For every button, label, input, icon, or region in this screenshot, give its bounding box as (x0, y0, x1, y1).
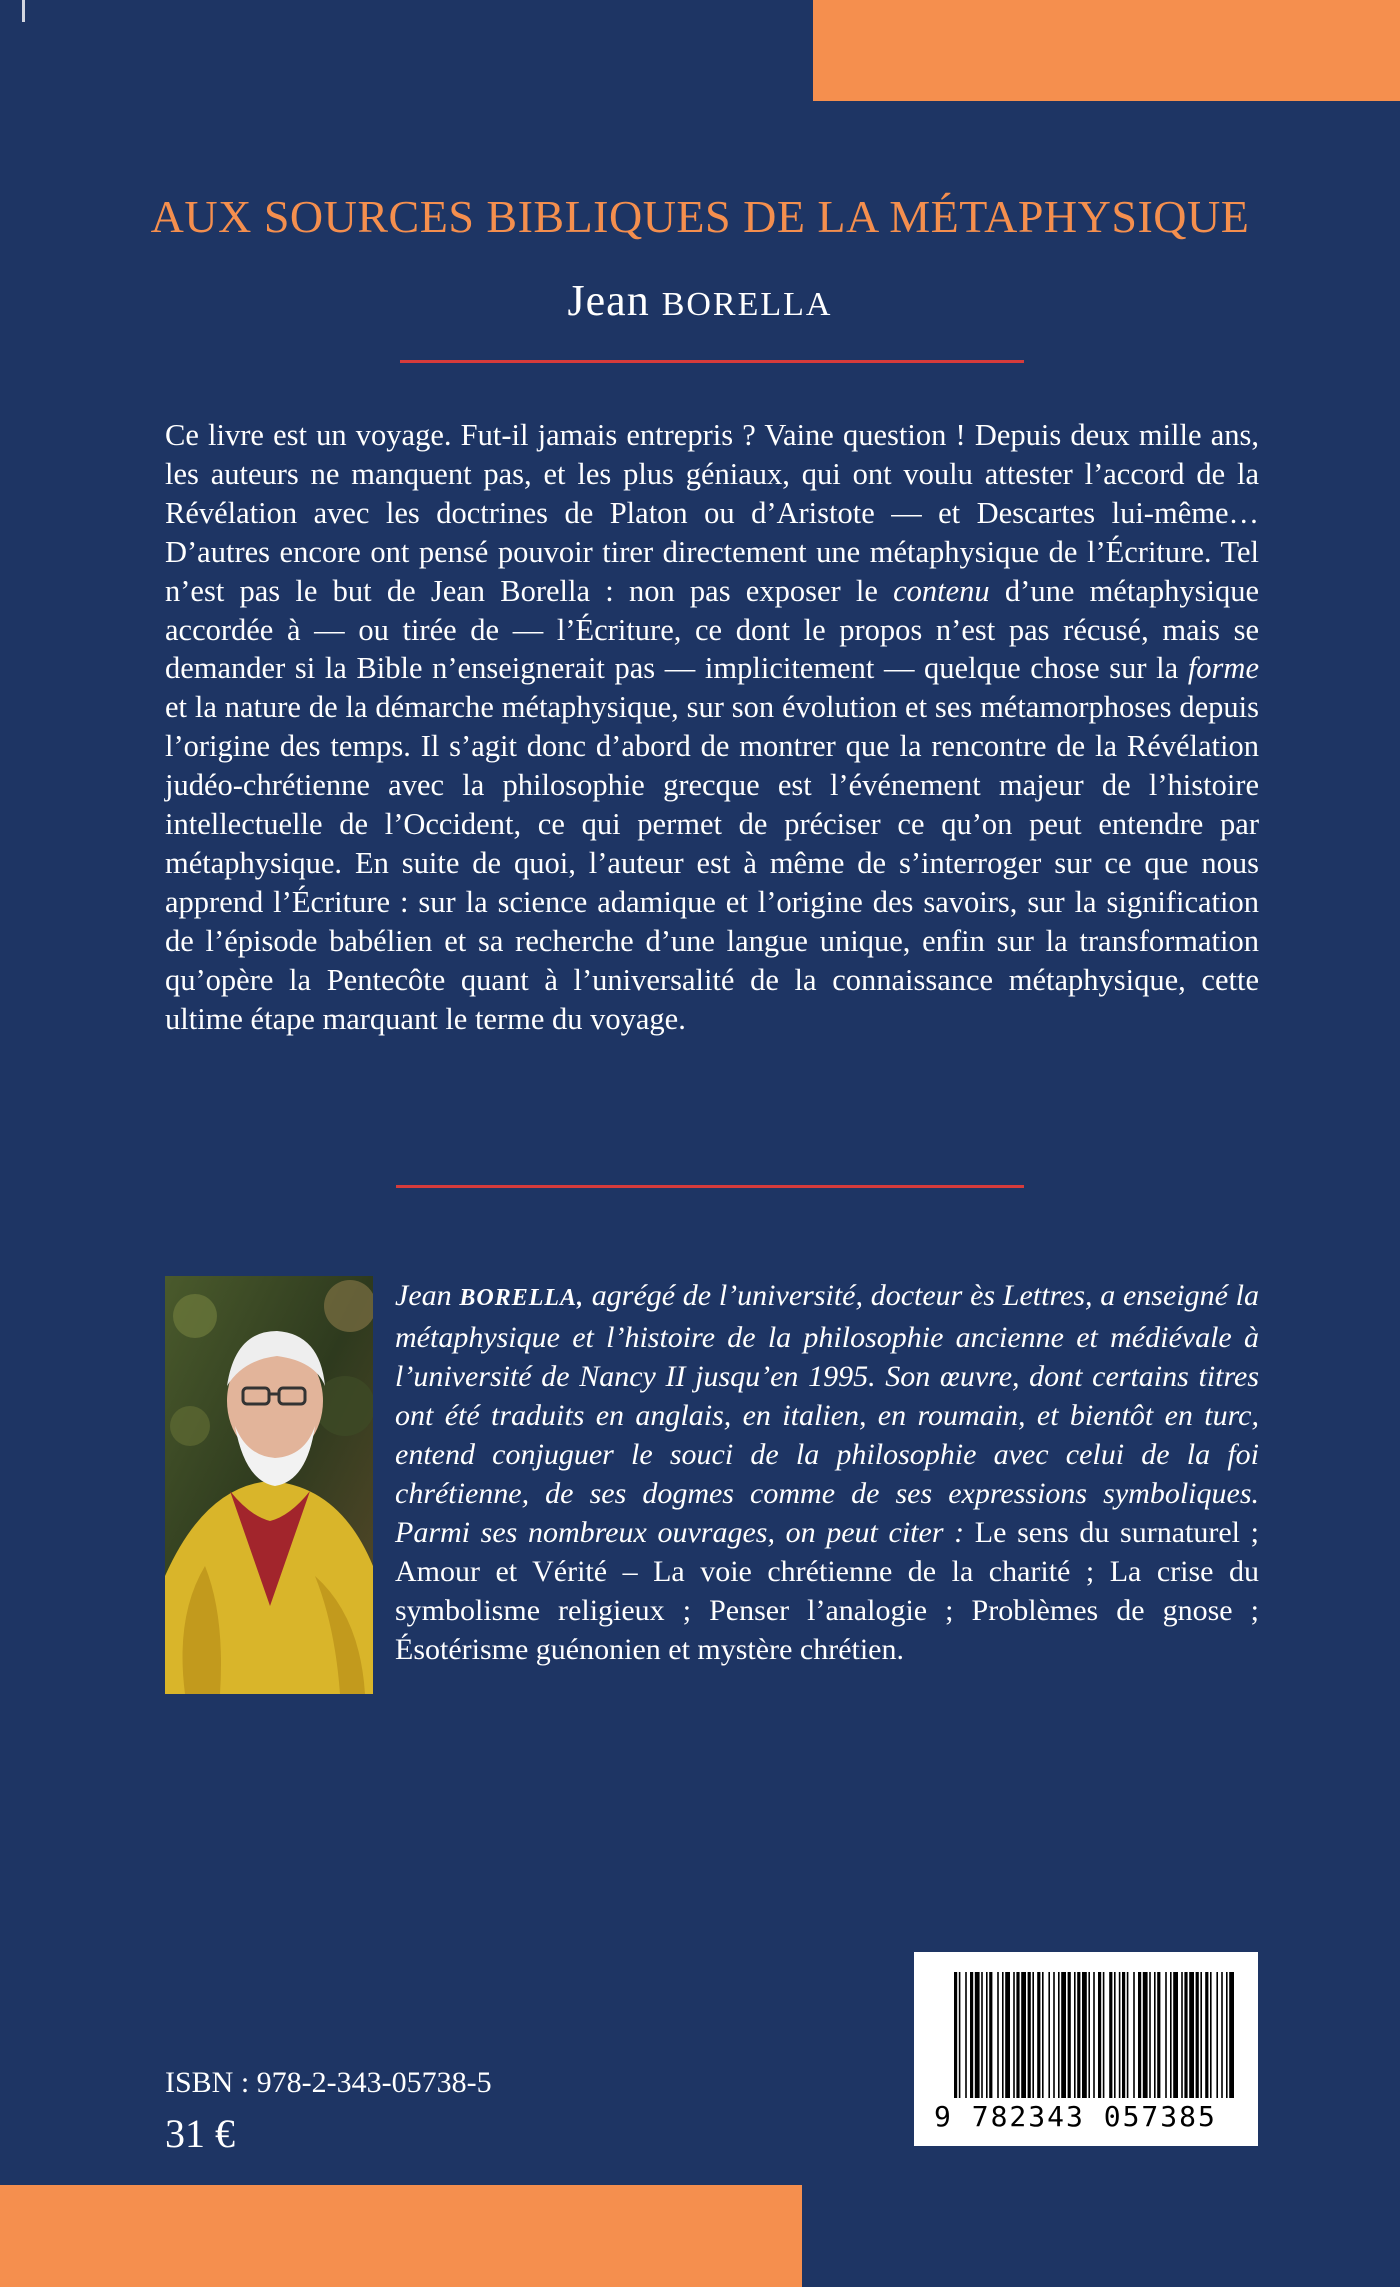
barcode-bar (981, 1972, 983, 2098)
summary-part-1: Ce livre est un voyage. Fut-il jamais entrepris ? Vaine question ! Depuis deux mille ans, les auteurs ne manquent pas, et les plus géniaux, qui ont voulu attester l’accord de la Révélation avec les doctrines de Platon ou d’Aristote — et Descartes lui-même… D’autres encore ont pensé pouvoir tirer directement une métaphysique de l’Écriture. Tel n’est pas le but de Jean Borella : non pas exposer le (165, 418, 1259, 608)
barcode-bar (1002, 1972, 1004, 2098)
barcode-bar (1181, 1972, 1183, 2098)
barcode-bar (1210, 1972, 1212, 2098)
author-biography (395, 1276, 1259, 1669)
author-name (0, 275, 1400, 326)
barcode-bar (1109, 1972, 1112, 2098)
barcode-bar (1173, 1972, 1178, 2098)
barcode-bar (1216, 1972, 1218, 2098)
summary-text (165, 416, 1259, 1039)
barcode-bar (1032, 1972, 1034, 2098)
barcode-bar (989, 1972, 992, 2098)
barcode-bar (1229, 1972, 1234, 2098)
barcode-bar (997, 1972, 999, 2098)
barcode-bar (1200, 1972, 1202, 2098)
barcode-bar (975, 1972, 980, 2098)
barcode-bar (1016, 1972, 1019, 2098)
author-first-name: Jean (567, 276, 662, 325)
barcode-bar (959, 1972, 961, 2098)
price: 31 € (165, 2111, 235, 2156)
barcode-bar (1154, 1972, 1156, 2098)
barcode-bar (1196, 1972, 1199, 2098)
barcode-bar (1221, 1972, 1223, 2098)
bio-works-list: Le sens du surnaturel ; Amour et Vérité – La voie chrétienne de la charité ; La crise du symbolisme religieux ; Penser l’analogie ; Problèmes de gnose ; Ésotérisme guénonien et mystère chrétien. (395, 1516, 1259, 1666)
orange-band-top (813, 0, 1400, 101)
spine-mark (22, 0, 25, 22)
barcode-bar (1133, 1972, 1135, 2098)
barcode-bar (1058, 1972, 1060, 2098)
author-last-name: BORELLA (661, 286, 833, 323)
summary-part-2: d’une métaphysique accordée à — ou tirée de — l’Écriture, ce dont le propos n’est pas récusé, mais se demander si la Bible n’enseignerait pas — implicitement — quelque chose sur la (165, 573, 1259, 686)
barcode (914, 1952, 1258, 2146)
barcode-bar (1149, 1972, 1151, 2098)
barcode-bar (1122, 1972, 1125, 2098)
barcode-bar (1143, 1972, 1148, 2098)
summary-emphasis-forme: forme (1187, 651, 1259, 686)
barcode-bar (1042, 1972, 1044, 2098)
barcode-bar (1068, 1972, 1071, 2098)
barcode-bar (986, 1972, 988, 2098)
barcode-bar (1119, 1972, 1121, 2098)
book-title: AUX SOURCES BIBLIQUES DE LA MÉTAPHYSIQUE (150, 191, 1250, 242)
barcode-bar (1165, 1972, 1167, 2098)
barcode-bar (1028, 1972, 1031, 2098)
barcode-bar (1053, 1972, 1055, 2098)
author-photo (165, 1276, 373, 1694)
barcode-bar (1127, 1972, 1129, 2098)
barcode-bar (1103, 1972, 1105, 2098)
barcode-bar (1005, 1972, 1010, 2098)
summary-emphasis-contenu: contenu (893, 573, 990, 608)
barcode-bar (1088, 1972, 1090, 2098)
bio-description: agrégé de l’université, docteur ès Lettres, a enseigné la métaphysique et l’histoire de la philosophie ancienne et médiévale à l’université de Nancy II jusqu’en 1995. Son œuvre, dont certains titres ont été traduits en anglais, en italien, en roumain, et bientôt en turc, entend conjuguer le souci de la philosophie avec celui de la foi chrétienne, de ses dogmes comme de ses expressions symboliques. Parmi ses nombreux ouvrages, on peut citer : (395, 1279, 1259, 1549)
barcode-bar (1074, 1972, 1076, 2098)
divider-rule-bottom (396, 1185, 1024, 1188)
barcode-bar (1037, 1972, 1040, 2098)
barcode-bar (1013, 1972, 1015, 2098)
divider-rule-top (400, 360, 1024, 363)
barcode-bar (1077, 1972, 1080, 2098)
barcode-bar (1048, 1972, 1050, 2098)
barcode-bar (1098, 1972, 1101, 2098)
bio-author-first: Jean (395, 1279, 460, 1312)
barcode-bar (970, 1972, 973, 2098)
barcode-bar (1205, 1972, 1208, 2098)
barcode-bar (965, 1972, 967, 2098)
orange-band-bottom (0, 2185, 802, 2287)
barcode-bar (1021, 1972, 1026, 2098)
barcode-number: 9 782343 057385 (934, 2100, 1217, 2133)
barcode-bar (1093, 1972, 1095, 2098)
isbn: ISBN : 978-2-343-05738-5 (165, 2066, 492, 2099)
barcode-bar (1184, 1972, 1187, 2098)
summary-part-3: et la nature de la démarche métaphysique, sur son évolution et ses métamorphoses depuis l’origine des temps. Il s’agit donc d’abord de montrer que la rencontre de la Révélation judéo-chrétienne avec la philosophie grecque est l’événement majeur de l’histoire intellectuelle de l’Occident, ce qui permet de préciser ce qu’on peut entendre par métaphysique. En suite de quoi, l’auteur est à même de s’interroger sur ce que nous apprend l’Écriture : sur la science adamique et l’origine des savoirs, sur la signification de l’épisode babélien et sa recherche d’une langue unique, enfin sur la transformation qu’opère la Pentecôte quant à l’universalité de la connaissance métaphysique, cette ultime étape marquant le terme du voyage. (165, 690, 1259, 1036)
barcode-bar (1189, 1972, 1194, 2098)
barcode-bar (954, 1972, 957, 2098)
bio-author-last: BORELLA, (459, 1285, 585, 1311)
barcode-bar (1082, 1972, 1087, 2098)
barcode-bar (1114, 1972, 1116, 2098)
barcode-bar (1157, 1972, 1160, 2098)
barcode-bar (1138, 1972, 1141, 2098)
barcode-bar (1226, 1972, 1228, 2098)
barcode-bar (1061, 1972, 1066, 2098)
barcode-bar (1170, 1972, 1172, 2098)
